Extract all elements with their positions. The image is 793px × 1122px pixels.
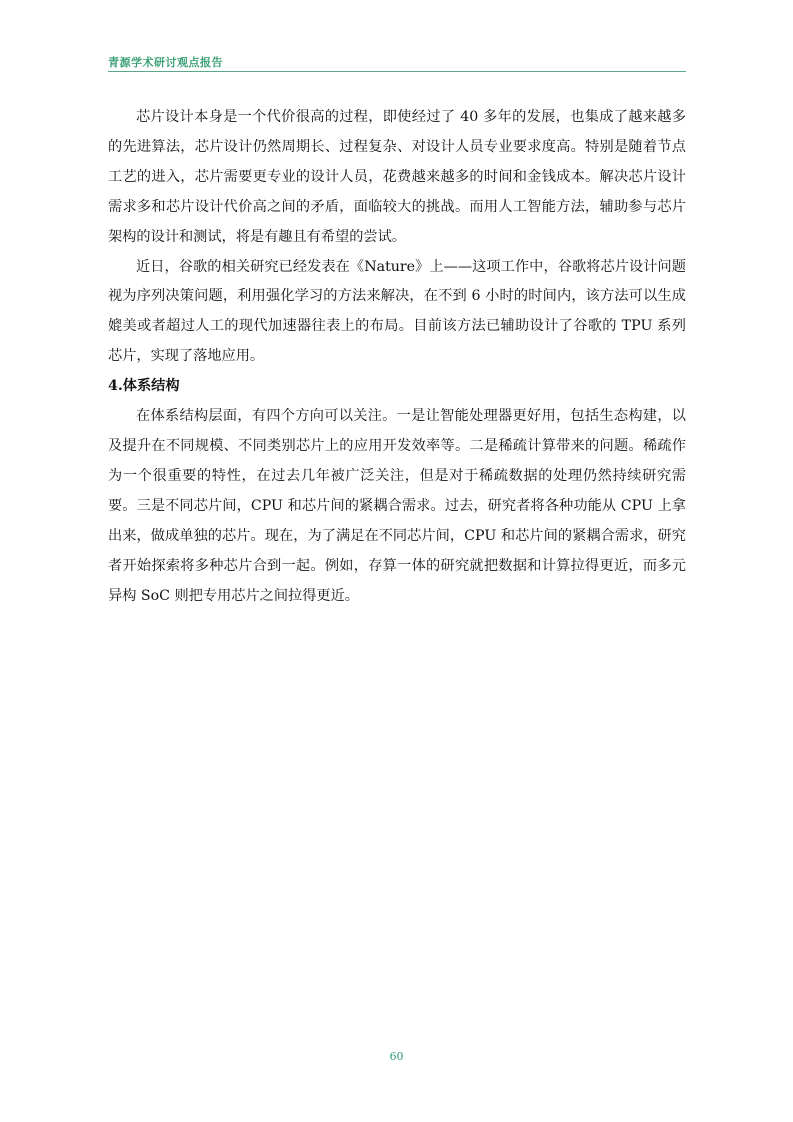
paragraph-architecture-directions: 在体系结构层面，有四个方向可以关注。一是让智能处理器更好用，包括生态构建，以及提升在不同规模、不同类别芯片上的应用开发效率等。二是稀疏计算带来的问题。稀疏作为一个很重要的特性，在过去几年被广泛关注，但是对于稀疏数据的处理仍然持续研究需要。三是不同芯片间，CPU 和芯片间的紧耦合需求。过去，研究者将各种功能从 CPU 上拿出来，做成单独的芯片。现在，为了满足在不同芯片间，CPU 和芯片间的紧耦合需求，研究者开始探索将多种芯片合到一起。例如，存算一体的研究就把数据和计算拉得更近，而多元异构 SoC 则把专用芯片之间拉得更近。 xyxy=(108,408,686,604)
paragraph-chip-design-cost: 芯片设计本身是一个代价很高的过程，即使经过了 40 多年的发展，也集成了越来越多的先进算法，芯片设计仍然周期长、过程复杂、对设计人员专业要求度高。特别是随着节点工艺的进入，芯片需要更专业的设计人员，花费越来越多的时间和金钱成本。解决芯片设计需求多和芯片设计代价高之间的矛盾，面临较大的挑战。而用人工智能方法，辅助参与芯片架构的设计和测试，将是有趣且有希望的尝试。 xyxy=(108,109,686,245)
page-header xyxy=(108,52,686,72)
report-title: 青源学术研讨观点报告 xyxy=(108,56,223,69)
page-number: 60 xyxy=(389,1050,404,1063)
document-body xyxy=(108,103,686,611)
header-divider xyxy=(108,71,686,72)
paragraph-google-nature: 近日，谷歌的相关研究已经发表在《Nature》上——这项工作中，谷歌将芯片设计问题视为序列决策问题，利用强化学习的方法来解决，在不到 6 小时的时间内，该方法可以生成媲美或者超过人工的现代加速器往表上的布局。目前该方法已辅助设计了谷歌的 TPU 系列芯片，实现了落地应用。 xyxy=(108,258,686,365)
section-heading-architecture: 4.体系结构 xyxy=(108,378,180,395)
